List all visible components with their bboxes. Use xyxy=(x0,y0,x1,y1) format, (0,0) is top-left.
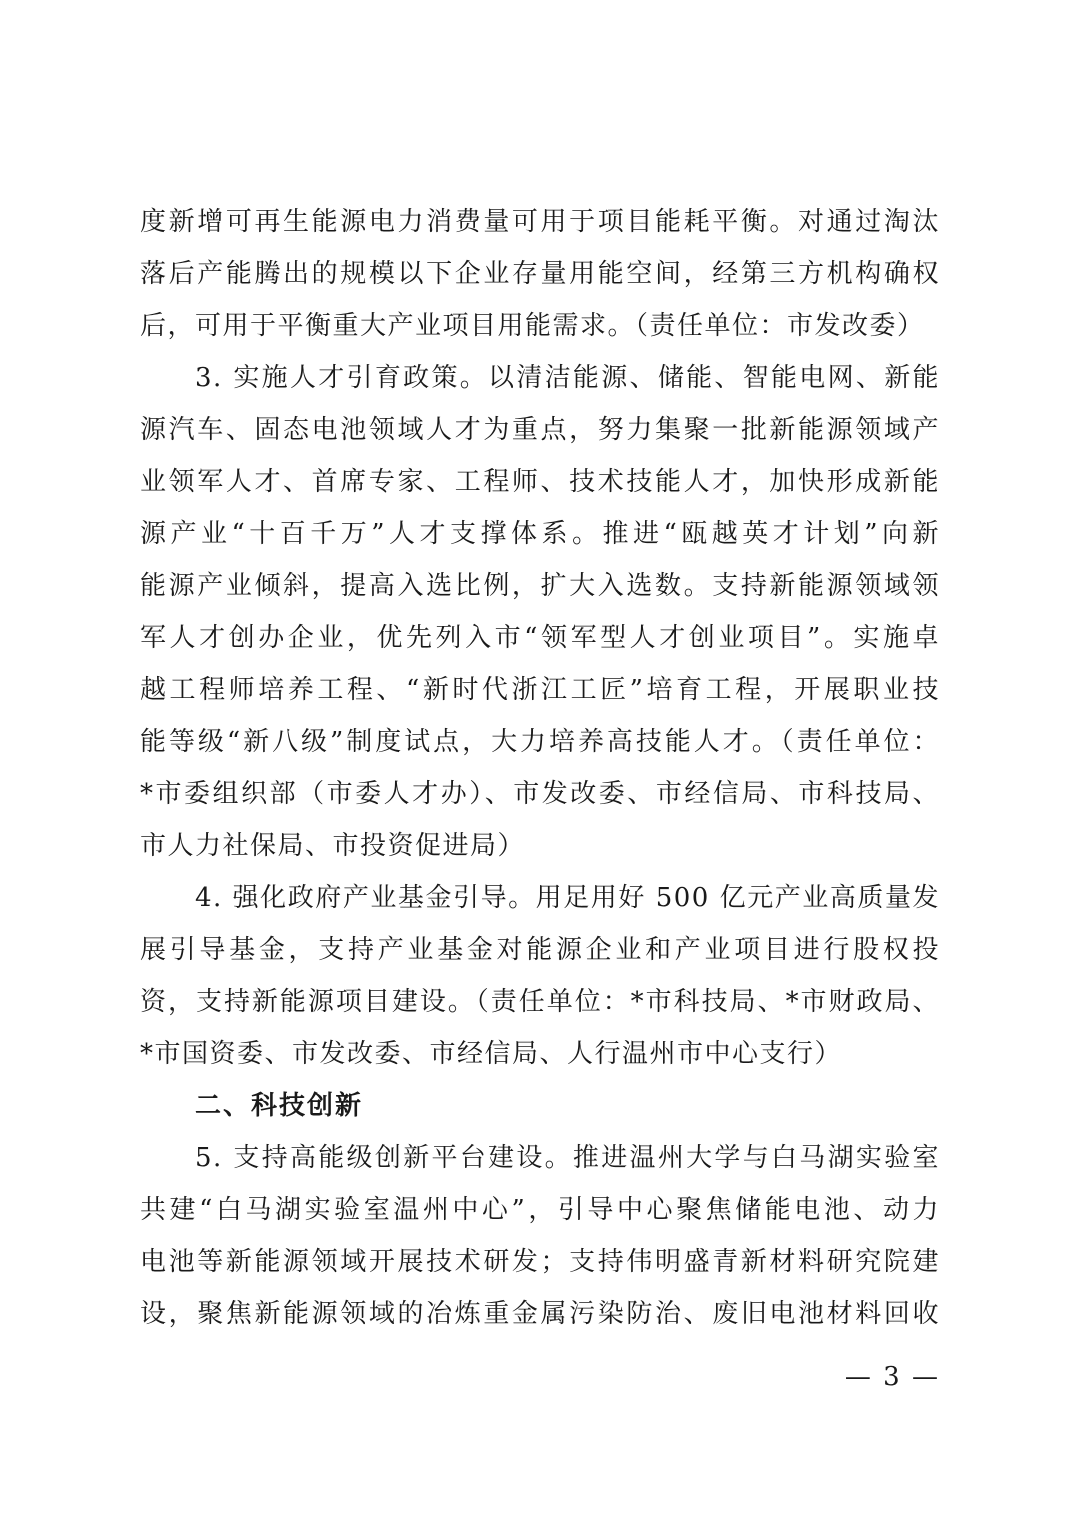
text-line: 越工程师培养工程、“新时代浙江工匠”培育工程，开展职业技 xyxy=(140,675,940,705)
text-line: 设，聚焦新能源领域的冶炼重金属污染防治、废旧电池材料回收 xyxy=(140,1299,940,1329)
text-line: *市国资委、市发改委、市经信局、人行温州市中心支行） xyxy=(140,1039,843,1069)
text-line: 源产业“十百千万”人才支撑体系。推进“瓯越英才计划”向新 xyxy=(140,519,940,549)
text-line: 电池等新能源领域开展技术研发；支持伟明盛青新材料研究院建 xyxy=(140,1247,940,1277)
text-line: 共建“白马湖实验室温州中心”，引导中心聚焦储能电池、动力 xyxy=(140,1195,940,1225)
text-line: 源汽车、固态电池领域人才为重点，努力集聚一批新能源领域产 xyxy=(140,415,940,445)
text-line: 后，可用于平衡重大产业项目用能需求。（责任单位：市发改委） xyxy=(140,311,925,341)
paragraph-3-first-line: 3. 实施人才引育政策。以清洁能源、储能、智能电网、新能 xyxy=(195,363,940,393)
text-line: 资，支持新能源项目建设。（责任单位：*市科技局、*市财政局、 xyxy=(140,987,940,1017)
text-line: 能等级“新八级”制度试点，大力培养高技能人才。（责任单位： xyxy=(140,727,940,757)
text-line: 市人力社保局、市投资促进局） xyxy=(140,831,526,861)
text-line: 能源产业倾斜，提高入选比例，扩大入选数。支持新能源领域领 xyxy=(140,571,940,601)
text-line: 军人才创办企业，优先列入市“领军型人才创业项目”。实施卓 xyxy=(140,623,940,653)
text-line: *市委组织部（市委人才办）、市发改委、市经信局、市科技局、 xyxy=(140,779,940,809)
section-heading: 二、科技创新 xyxy=(195,1091,364,1121)
paragraph-5-first-line: 5. 支持高能级创新平台建设。推进温州大学与白马湖实验室 xyxy=(195,1143,940,1173)
page-number: — 3 — xyxy=(844,1362,940,1392)
paragraph-4-first-line: 4. 强化政府产业基金引导。用足用好 500 亿元产业高质量发 xyxy=(195,883,940,913)
text-line: 度新增可再生能源电力消费量可用于项目能耗平衡。对通过淘汰 xyxy=(140,207,940,237)
text-line: 落后产能腾出的规模以下企业存量用能空间，经第三方机构确权 xyxy=(140,259,940,289)
text-line: 展引导基金，支持产业基金对能源企业和产业项目进行股权投 xyxy=(140,935,940,965)
text-line: 业领军人才、首席专家、工程师、技术技能人才，加快形成新能 xyxy=(140,467,940,497)
